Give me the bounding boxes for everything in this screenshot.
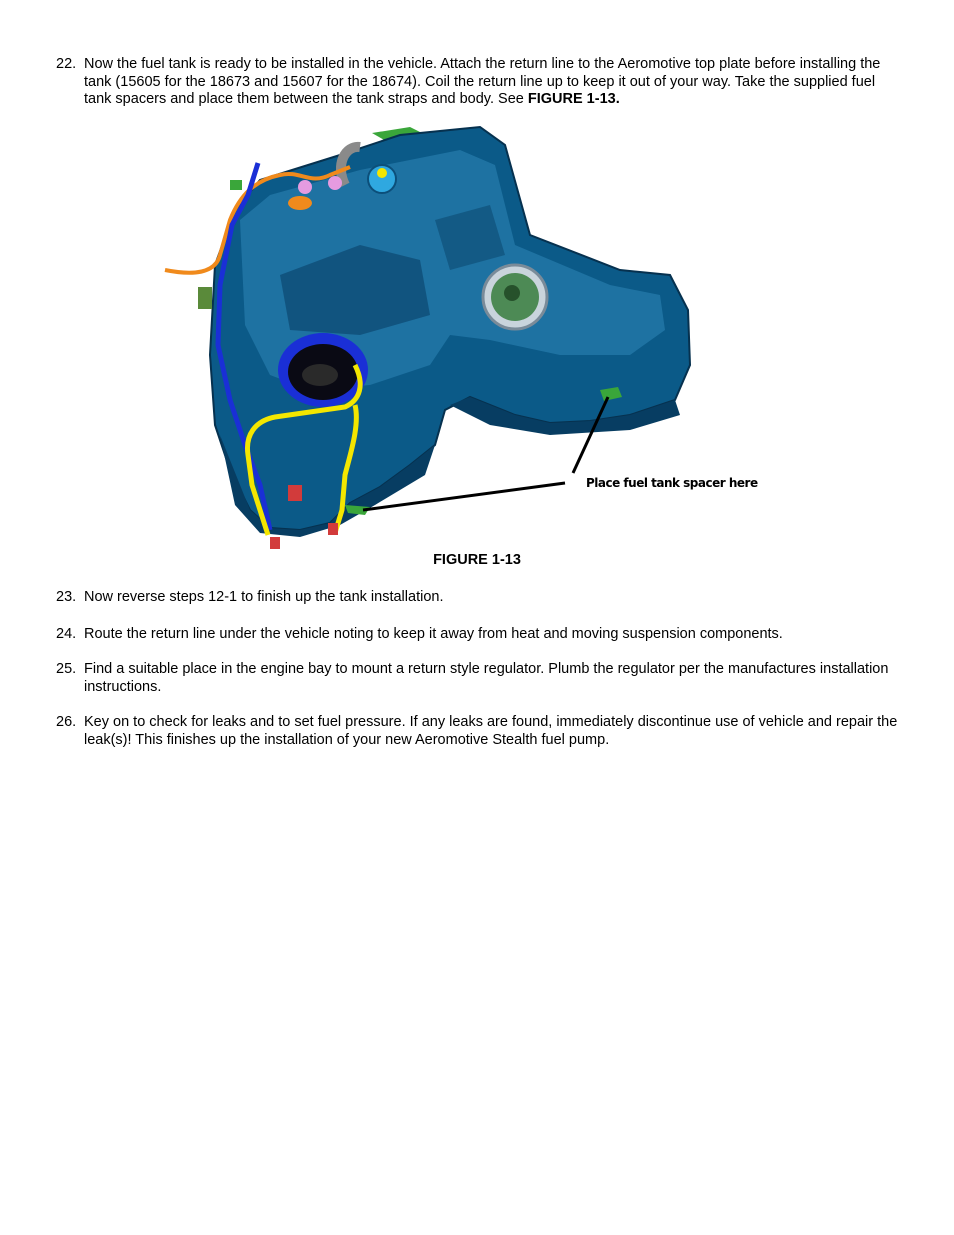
- step-24: [56, 626, 901, 644]
- step-text: Key on to check for leaks and to set fuel pressure. If any leaks are found, immediately discontinue use of vehicle and repair the leak(s)! This finishes up the installation of your new Aeromotive Stealth fuel pump.: [84, 714, 898, 748]
- step-text: Find a suitable place in the engine bay to mount a return style regulator. Plumb the regulator per the manufactures installation instructions.: [84, 661, 889, 695]
- step-number: 23.: [56, 589, 77, 605]
- step-text: Now reverse steps 12-1 to finish up the tank installation.: [84, 589, 444, 605]
- step-22: [56, 56, 901, 109]
- vent-connector: [288, 196, 312, 210]
- fuel-fitting: [288, 485, 302, 501]
- step-26: [56, 714, 901, 749]
- step-number: 22.: [56, 56, 77, 72]
- callout-label: Place fuel tank spacer here: [586, 476, 758, 490]
- step-text: Route the return line under the vehicle noting to keep it away from heat and moving suspension components.: [84, 626, 783, 642]
- step-25: [56, 661, 901, 696]
- step-text: [84, 56, 901, 109]
- vent-fitting: [328, 176, 342, 190]
- bracket: [230, 180, 242, 190]
- fuel-tank-illustration: [160, 125, 758, 555]
- bracket: [198, 287, 212, 309]
- step-number: 25.: [56, 661, 77, 677]
- step-number: 26.: [56, 714, 77, 730]
- figure-reference: FIGURE 1-13.: [527, 91, 620, 107]
- step-23: [56, 589, 901, 607]
- step-22-text: Now the fuel tank is ready to be installed in the vehicle. Attach the return line to the Aeromotive top plate before installing the tank (15605 for the 18673 and 15607 for the 18674). Coil the return line up to keep it out of your way. Take the supplied fuel tank spacers and place them between the tank straps and body. See: [84, 56, 881, 107]
- fuel-fitting: [328, 523, 338, 535]
- step-number: 24.: [56, 626, 77, 642]
- filler-cap-top: [377, 168, 387, 178]
- figure-caption: FIGURE 1-13: [433, 552, 521, 568]
- fuel-fitting: [270, 537, 280, 549]
- pump-top-plate: [302, 364, 338, 386]
- fuel-tank-figure: [160, 125, 758, 555]
- vent-fitting: [298, 180, 312, 194]
- sending-unit-center: [504, 285, 520, 301]
